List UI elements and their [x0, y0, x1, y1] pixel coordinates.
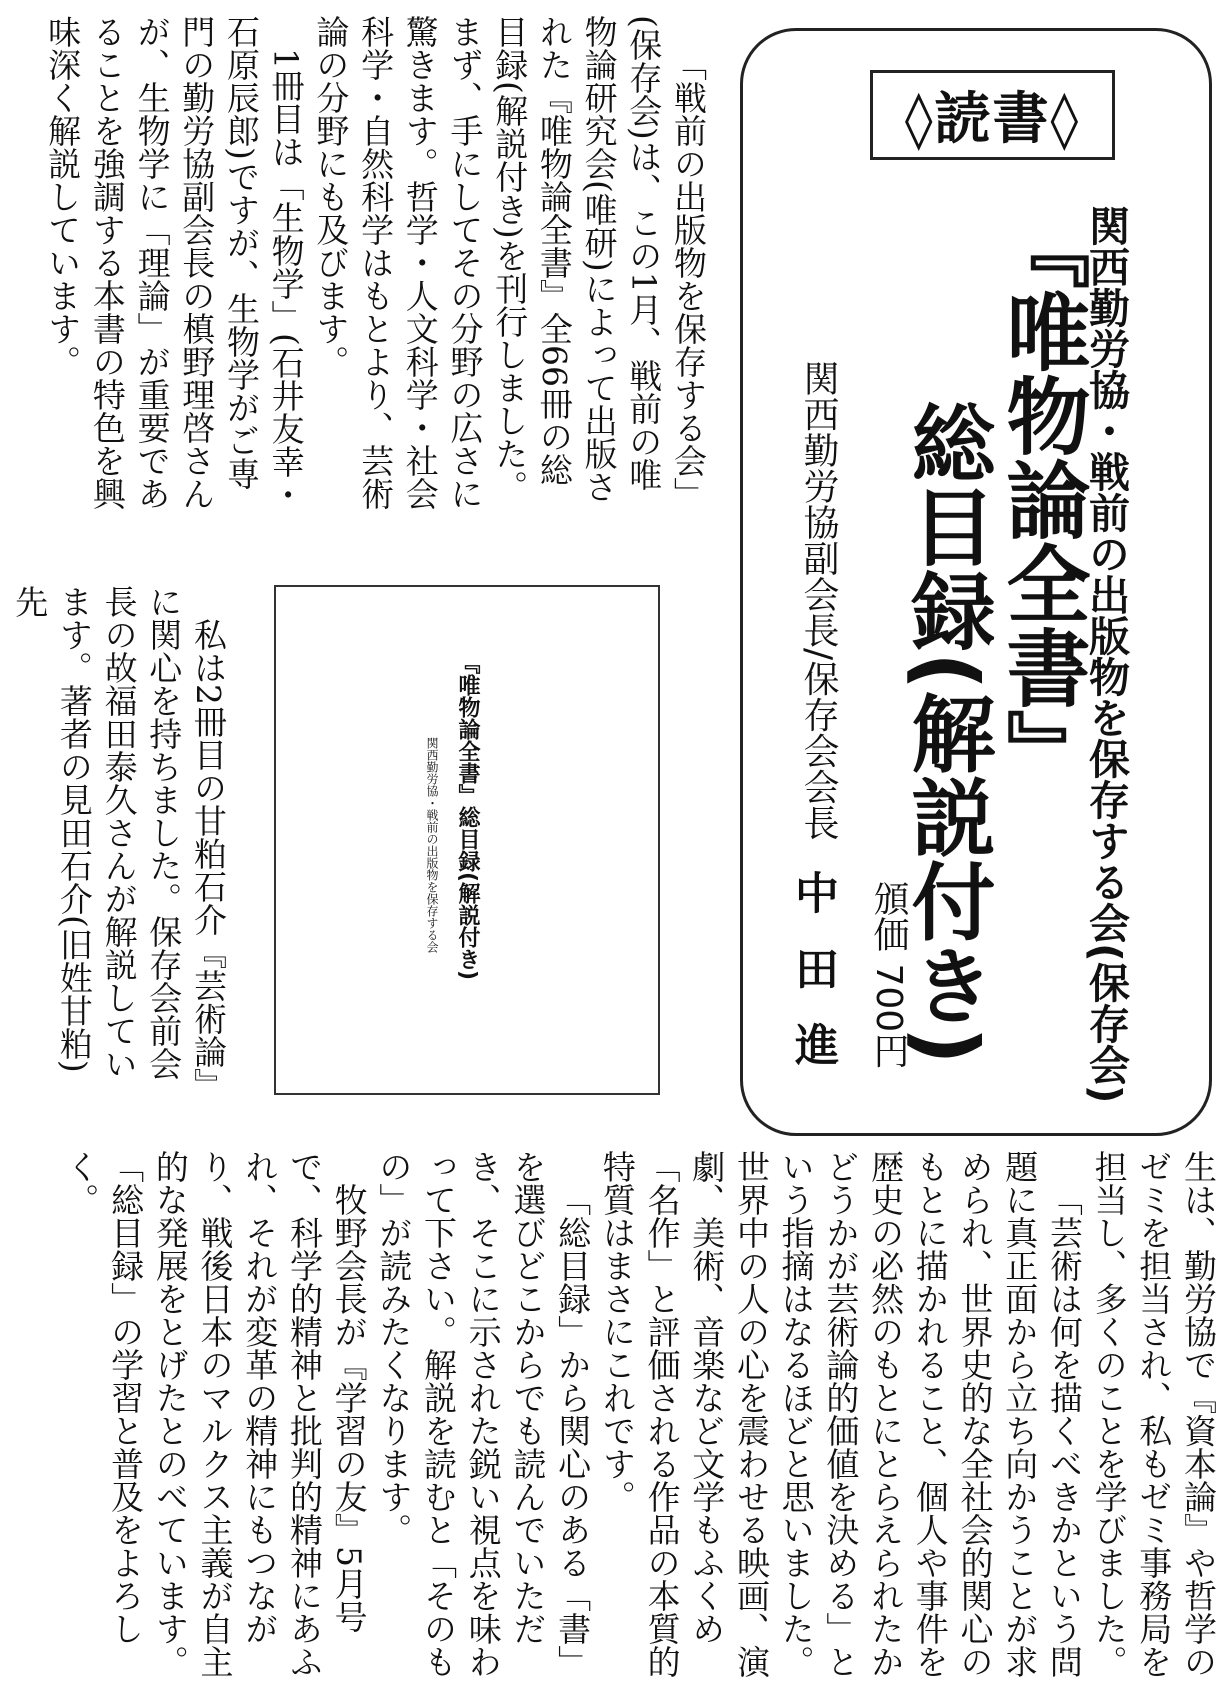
article-block-top [40, 15, 710, 515]
section-tag: ◊読書◊ [870, 70, 1115, 160]
article-block-middle [10, 585, 230, 1085]
author-role: 関西勤労協副会長/保存会会長 [798, 360, 839, 841]
book-cover-image [274, 585, 660, 1095]
organization-name: 関西勤労協・戦前の出版物を保存する会(保存会) [1082, 205, 1130, 1104]
paragraph: 「総目録」から関心のある「書」を選びどこからでも読んでいただき、そこに示された鋭い視点を味わって下さい。解説を読むと「そのもの」が読みたくなります。 [374, 1150, 593, 1678]
book-cover-title: 『唯物論全書』総目録(解説付き) [455, 652, 480, 981]
paragraph: 生は、勤労協で『資本論』や哲学のゼミを担当され、私もゼミ事務局を担当し、多くのことを学びました。 [1089, 1150, 1218, 1678]
paragraph: 牧野会長が『学習の友』5月号で、科学的精神と批判的精神にあふれ、それが変革の精神にもつながり、戦後日本のマルクス主義が自主的な発展をとげたとのべています。「総目録」の学習と普及をよろしく。 [61, 1150, 369, 1678]
paragraph: 私は2冊目の甘粕石介『芸術論』に関心を持ちました。保存会前会長の故福田泰久さんが解説しています。著者の見田石介(旧姓甘粕)先 [10, 585, 228, 1085]
article-block-bottom [20, 1150, 1220, 1680]
author-name: 中田進 [787, 870, 838, 1098]
book-title: 『唯物論全書』 [993, 205, 1091, 793]
paragraph: 1冊目は「生物学」(石井友幸・石原辰郎)ですが、生物学がご専門の勤労協副会長の槙野理啓さんが、生物学に「理論」が重要であることを強調する本書の特色を興味深く解説しています。 [43, 15, 306, 511]
book-cover-publisher: 関西勤労協・戦前の出版物を保存する会 [425, 737, 439, 953]
paragraph: 「戦前の出版物を保存する会」(保存会)は、この1月、戦前の唯物論研究会(唯研)によって出版された『唯物論全書』全66冊の総目録(解説付き)を刊行しました。まず、手にしてその分野の広さに驚きます。哲学・人文科学・社会科学・自然科学はもとより、芸術論の分野にも及びます。 [311, 15, 708, 510]
price: 頒価 700円 [868, 880, 909, 1069]
paragraph: 「芸術は何を描くべきかという問題に真正面から立ち向かうことが求められ、世界史的な全社会的関心のもとに描かれること、個人や事件を歴史の必然のもとにとらえられたかどうかが芸術論的価値を決める」という指摘はなるほどと思いました。世界中の人の心を震わせる映画、演劇、美術、音楽など文学もふくめ「名作」と評価される作品の本質的特質はまさにこれです。 [597, 1150, 1084, 1678]
book-subtitle: 総目録(解説付き) [898, 400, 996, 1065]
